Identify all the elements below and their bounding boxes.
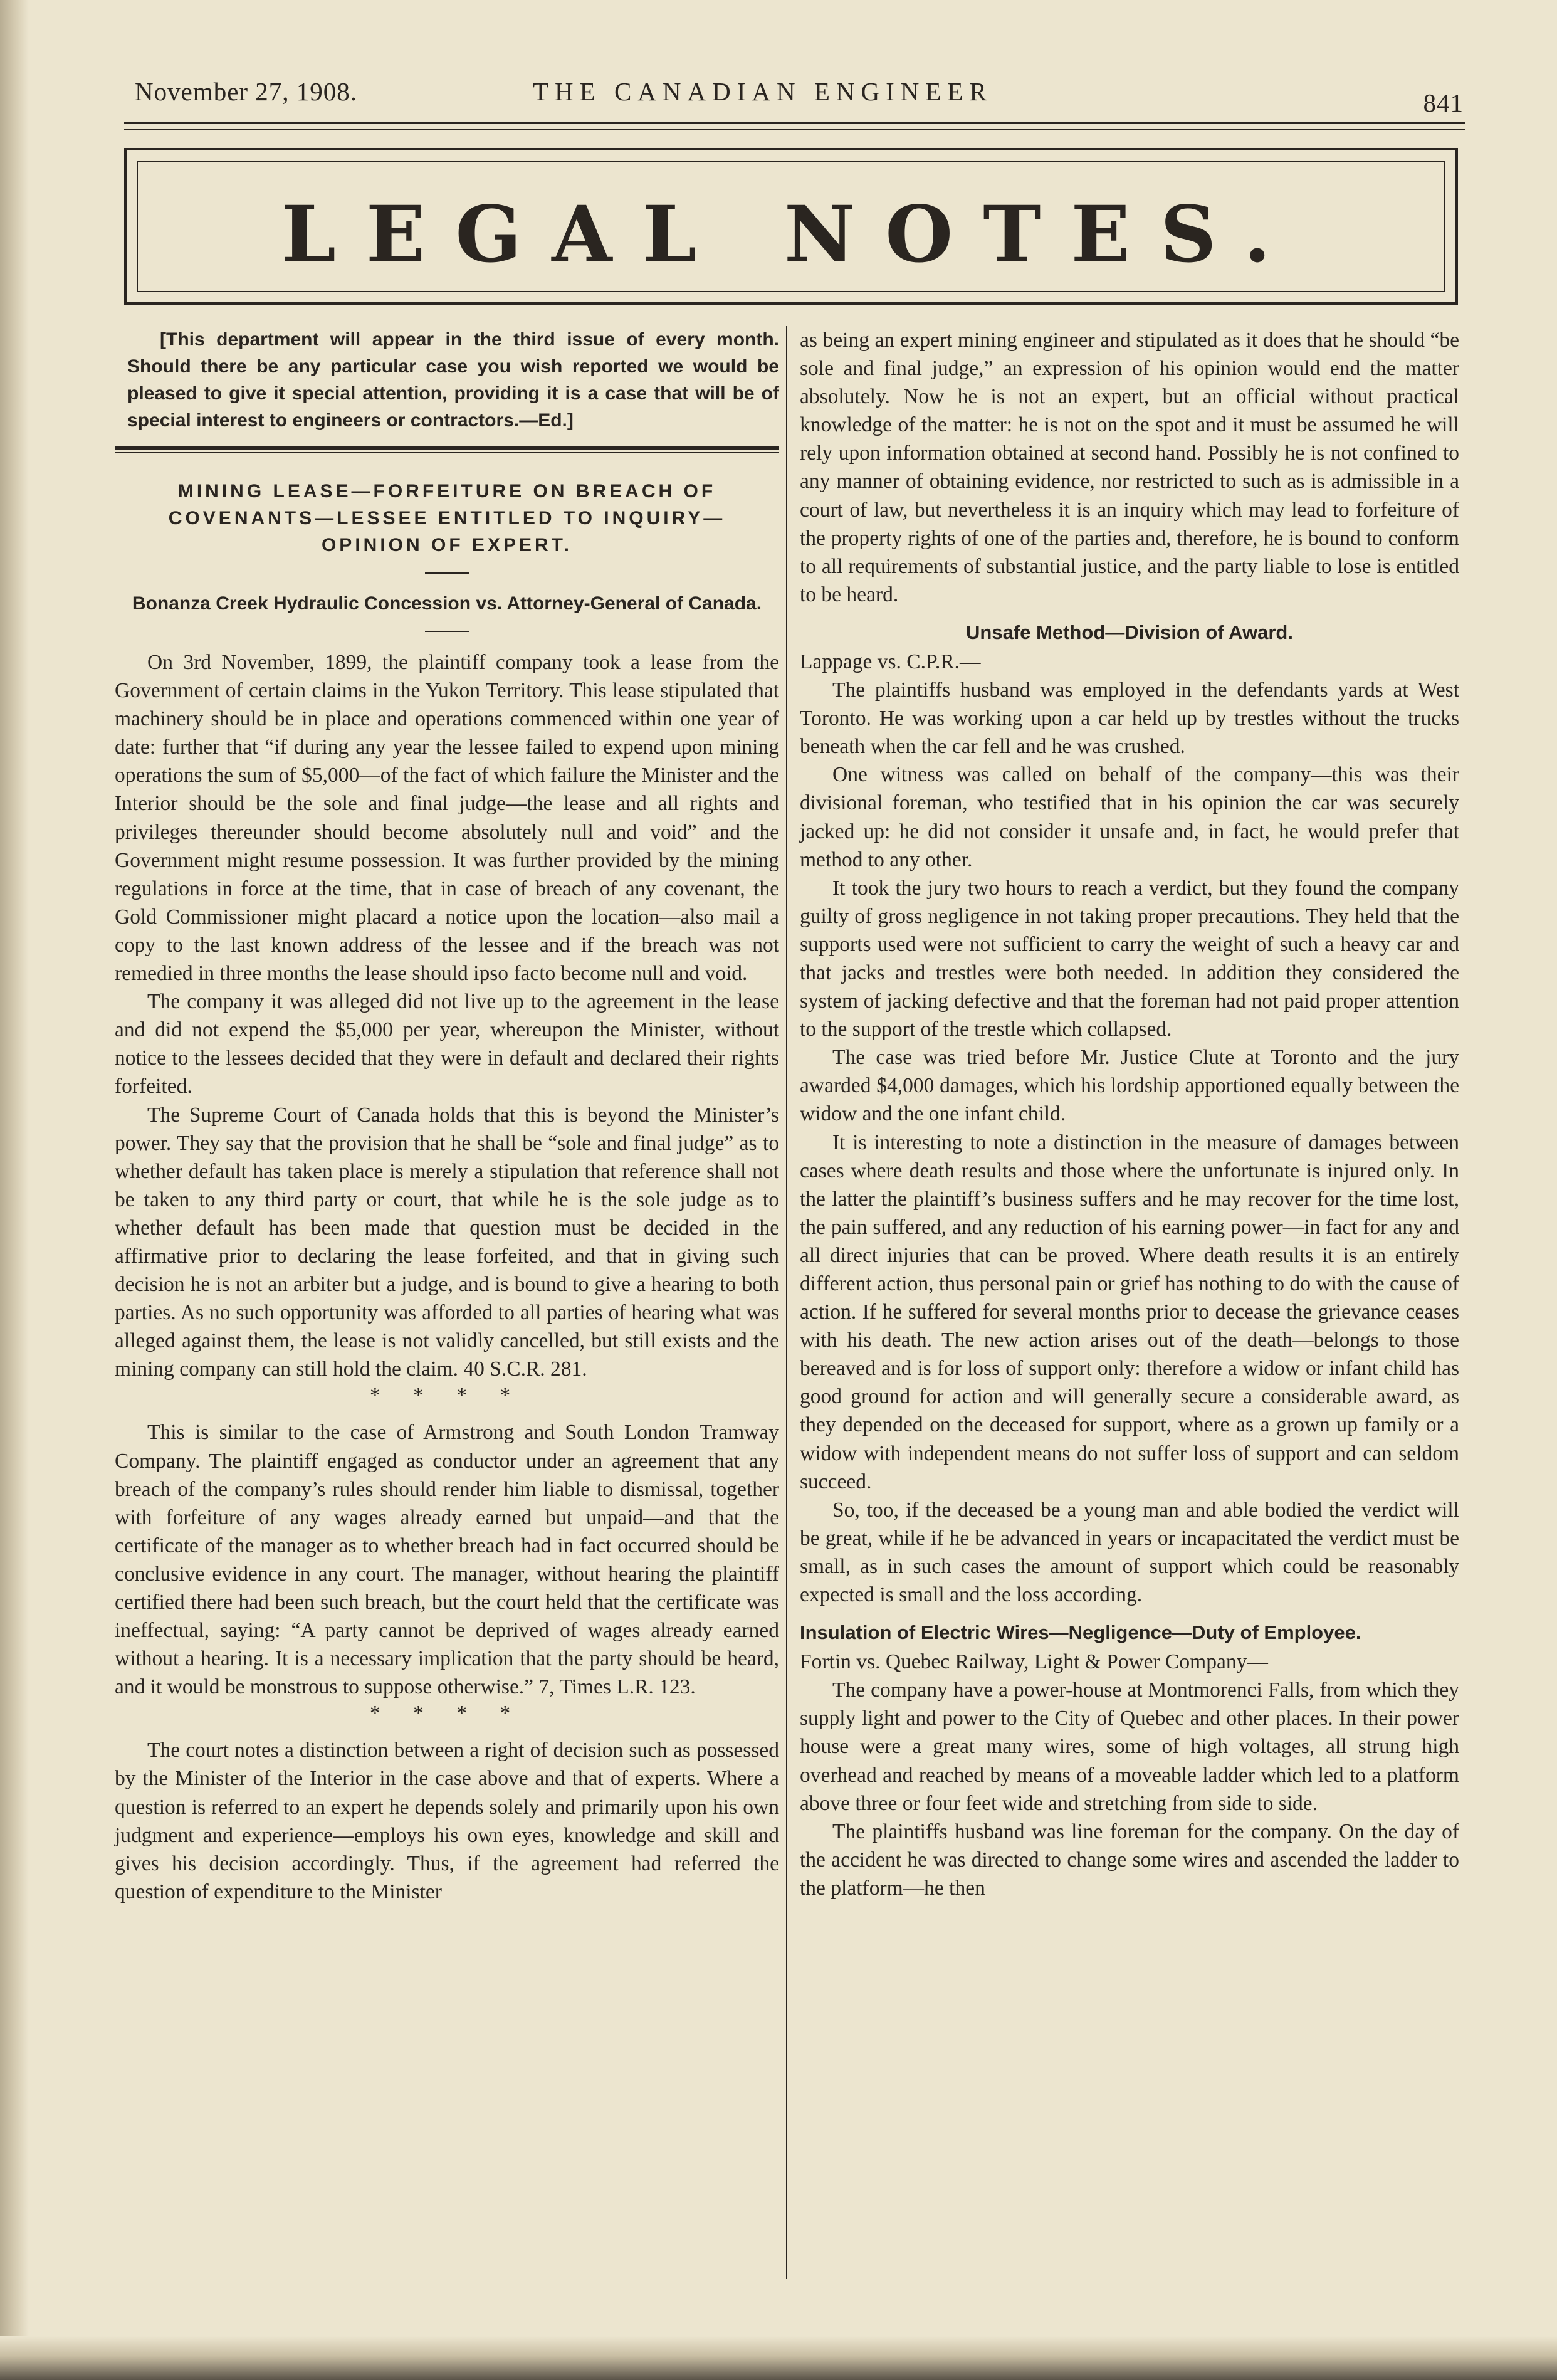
- header-page-number: 841: [1423, 88, 1464, 117]
- case2-paragraph-2: One witness was called on behalf of the company—this was their divisional foreman, who testified that in his opinion the car was securely jacked up: he did not consider it unsafe and, in fact, he would prefer that method to any other.: [800, 763, 1459, 871]
- case1-paragraph-3: The Supreme Court of Canada holds that this is beyond the Minister’s power. They say that the provision that he shall be “sole and final judge” as to whether default has taken place is merely a stipulation that reference shall not be taken to any third party or court, that while he is the sole judge as to whether default has been made that question must be decided in the affirmative prior to declaring the lease forfeited, and that in giving such decision he is not an arbiter but a judge, and is bound to give a hearing to both parties. As no such opportunity was afforded to all parties of hearing what was alleged against them, the lease is not validly cancelled, but still exists and the mining company can still hold the claim. 40 S.C.R. 281.: [115, 1103, 779, 1381]
- case3-paragraph-1: The company have a power-house at Montmorenci Falls, from which they supply light and power to the City of Quebec and other places. In their power house were a great many wires, some of high voltages, all strung high overhead and reached by means of a moveable ladder which led to a platform above three or four feet wide and stretching from side to side.: [800, 1678, 1459, 1815]
- case2-heading: Unsafe Method—Division of Award.: [966, 621, 1293, 643]
- case3-paragraph-2: The plaintiffs husband was line foreman for the company. On the day of the accident he was directed to change some wires and ascended the ladder to the platform—he then: [800, 1819, 1459, 1900]
- right-column: [800, 326, 1459, 1902]
- note-rule-thin: [115, 452, 779, 453]
- page-edge-shadow: [0, 0, 29, 2380]
- case1-paragraph-2: The company it was alleged did not live up to the agreement in the lease and did not expend the $5,000 per year, whereupon the Minister, without notice to the lessees decided that they were in default and declared their rights forfeited.: [115, 990, 779, 1098]
- case1-paragraph-5: The court notes a distinction between a right of decision such as possessed by the Minister of the Interior in the case above and that of experts. Where a question is referred to an expert he depends solely and primarily upon his own judgment and experience—employs his own eyes, knowledge and skill and gives his decision accordingly. Thus, if the agreement had referred the question of expenditure to the Minister: [115, 1739, 779, 1903]
- page-bottom-shadow: [0, 2336, 1557, 2380]
- header-date: November 27, 1908.: [135, 77, 358, 106]
- case1-paragraph-5-continued: as being an expert mining engineer and stipulated as it does that he should “be sole and final judge,” an expression of his opinion would end the matter absolutely. Now he is not an expert, but an official without practical knowledge of the matter: he is not on the spot and it must be assumed he will rely upon information obtained at second hand. Possibly he is not confined to any manner of obtaining evidence, nor restricted to such as is admissible in a court of law, but nevertheless it is an inquiry which may lead to forfeiture of the property rights of one of the parties and, therefore, he is bound to conform to all requirements of substantial justice, and the party liable to lose is entitled to be heard.: [800, 329, 1459, 606]
- section-title: LEGAL NOTES.: [281, 189, 1301, 280]
- case2-paragraph-4: The case was tried before Mr. Justice Clute at Toronto and the jury awarded $4,000 damages, which his lordship apportioned equally between the widow and the one infant child.: [800, 1046, 1459, 1126]
- page-header: [135, 70, 1464, 117]
- case2-parties: Lappage vs. C.P.R.—: [800, 650, 981, 673]
- section-break-stars: * * * *: [369, 1384, 525, 1408]
- case1-paragraph-4: This is similar to the case of Armstrong and South London Tramway Company. The plaintiff engaged as conductor under an agreement that any breach of the company’s rules should render him liable to dismissal, together with forfeiture of any wages already earned but unpaid—and that the certificate of the manager as to whether breach had in fact occurred should be conclusive evidence in any court. The manager, without hearing the plaintiff certified there had been such breach, but the court held that the certificate was ineffectual, saying: “A party cannot be deprived of wages already earned without a hearing. It is a necessary implication that the party should be heard, and it would be monstrous to suppose otherwise.” 7, Times L.R. 123.: [115, 1421, 779, 1699]
- editor-note: [This department will appear in the third issue of every month. Should there be any particular case you wish reported we would be pleased to give it special attention, providing it is a case that will be of special interest to engineers or contractors.—Ed.]: [127, 329, 779, 431]
- section-break-stars: * * * *: [369, 1702, 525, 1725]
- case1-subheading: Bonanza Creek Hydraulic Concession vs. Attorney-General of Canada.: [132, 593, 762, 614]
- header-journal-title: THE CANADIAN ENGINEER: [533, 77, 993, 106]
- left-column: [115, 326, 779, 1906]
- case2-paragraph-3: It took the jury two hours to reach a verdict, but they found the company guilty of gross negligence in not taking proper precautions. They held that the supports used were not sufficient to carry the weight of such a heavy car and that jacks and trestles were both needed. In addition they considered the system of jacking defective and that the foreman had not paid proper attention to the support of the trestle which collapsed.: [800, 876, 1459, 1041]
- case1-subheading-rule: [425, 631, 469, 632]
- case2-paragraph-5: It is interesting to note a distinction in the measure of damages between cases where death results and those where the unfortunate is injured only. In the latter the plaintiff’s business suffers and he may recover for the time lost, the pain suffered, and any reduction of his earning power—in fact for any and all direct injuries that can be proved. Where death results it is an entirely different action, thus personal pain or grief has nothing to do with the cause of action. If he suffered for several months prior to decease the grievance ceases with his death. The new action arises out of the death—belongs to those bereaved and is for loss of support only: therefore a widow or infant child has good ground for action and will generally secure a considerable award, as they depended on the deceased for support, where as a grown up family or a widow with independent means do not suffer loss of support and can seldom succeed.: [800, 1130, 1459, 1493]
- header-rule-thin: [124, 129, 1465, 130]
- case3-heading: Insulation of Electric Wires—Negligence—Duty of Employee.: [800, 1621, 1361, 1644]
- case1-heading-rule: [425, 572, 469, 574]
- case2-paragraph-1: The plaintiffs husband was employed in the defendants yards at West Toronto. He was working upon a car held up by trestles without the trucks beneath when the car fell and he was crushed.: [800, 678, 1459, 759]
- case3-parties: Fortin vs. Quebec Railway, Light & Power Company—: [800, 1650, 1268, 1674]
- case1-paragraph-1: On 3rd November, 1899, the plaintiff company took a lease from the Government of certain claims in the Yukon Territory. This lease stipulated that machinery should be in place and operations commenced within one year of date: further that “if during any year the lessee failed to expend upon mining operations the sum of $5,000—of the fact of which failure the Minister and the Interior should be the sole and final judge—the lease and all rights and privileges thereunder should become absolutely null and void” and the Government might resume possession. It was further provided by the mining regulations in force at the time, that in case of breach of any covenant, the Gold Commissioner might placard a notice upon the location—also mail a copy to the last known address of the lessee and if the breach was not remedied in three months the lease should ipso facto become null and void.: [115, 651, 779, 986]
- case1-heading: MINING LEASE—FORFEITURE ON BREACH OF COVENANTS—LESSEE ENTITLED TO INQUIRY—OPINION OF EXPERT.: [168, 481, 726, 556]
- column-divider: [786, 326, 787, 2279]
- header-rule-thick: [124, 122, 1465, 124]
- note-rule-thick: [115, 446, 779, 450]
- title-banner: [124, 148, 1458, 305]
- case2-paragraph-6: So, too, if the deceased be a young man and able bodied the verdict will be great, while if he be advanced in years or incapacitated the verdict must be small, as in such cases the amount of support which could be reasonably expected is small and the loss according.: [800, 1498, 1459, 1607]
